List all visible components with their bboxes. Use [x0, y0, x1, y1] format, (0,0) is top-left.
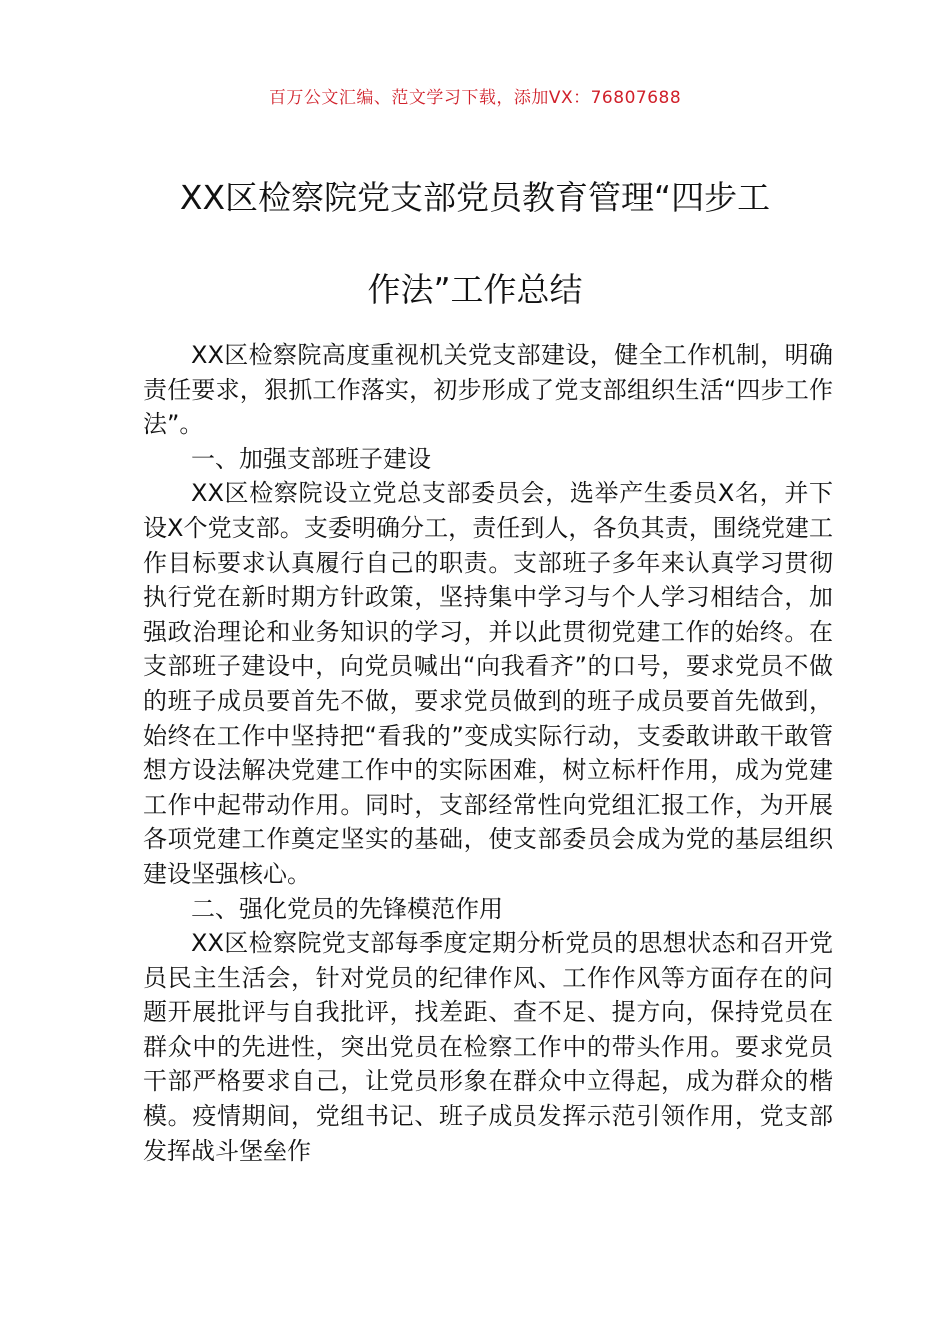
- section-1-paragraph: XX区检察院设立党总支部委员会，选举产生委员X名，并下设X个党支部。支委明确分工，责任到人，各负其责，围绕党建工作目标要求认真履行自己的职责。支部班子多年来认真学习贯彻执行党在新时期方针政策，坚持集中学习与个人学习相结合，加强政治理论和业务知识的学习，并以此贯彻党建工作的始终。在支部班子建设中，向党员喊出“向我看齐”的口号，要求党员不做的班子成员要首先不做，要求党员做到的班子成员要首先做到，始终在工作中坚持把“看我的”变成实际行动，支委敢讲敢干敢管想方设法解决党建工作中的实际困难，树立标杆作用，成为党建工作中起带动作用。同时，支部经常性向党组汇报工作，为开展各项党建工作奠定坚实的基础，使支部委员会成为党的基层组织建设坚强核心。: [143, 479, 833, 888]
- section-2-paragraph: XX区检察院党支部每季度定期分析党员的思想状态和召开党员民主生活会，针对党员的纪律作风、工作作风等方面存在的问题开展批评与自我批评，找差距、查不足、提方向，保持党员在群众中的先进性，突出党员在检察工作中的带头作用。要求党员干部严格要求自己，让党员形象在群众中立得起，成为群众的楷模。疫情期间，党组书记、班子成员发挥示范引领作用，党支部发挥战斗堡垒作: [143, 929, 833, 1165]
- watermark-banner: 百万公文汇编、范文学习下载，添加VX：76807688: [268, 88, 682, 108]
- section-heading-1: 一、加强支部班子建设: [191, 444, 431, 473]
- section-heading-2: 二、强化党员的先锋模范作用: [191, 894, 503, 923]
- title-line-2: 作法”工作总结: [367, 270, 583, 309]
- document-body: [143, 338, 833, 1168]
- title-line-1: XX区检察院党支部党员教育管理“四步工: [179, 178, 771, 217]
- document-title: [110, 172, 840, 316]
- intro-paragraph: XX区检察院高度重视机关党支部建设，健全工作机制，明确责任要求，狠抓工作落实，初步形成了党支部组织生活“四步工作法”。: [143, 341, 833, 439]
